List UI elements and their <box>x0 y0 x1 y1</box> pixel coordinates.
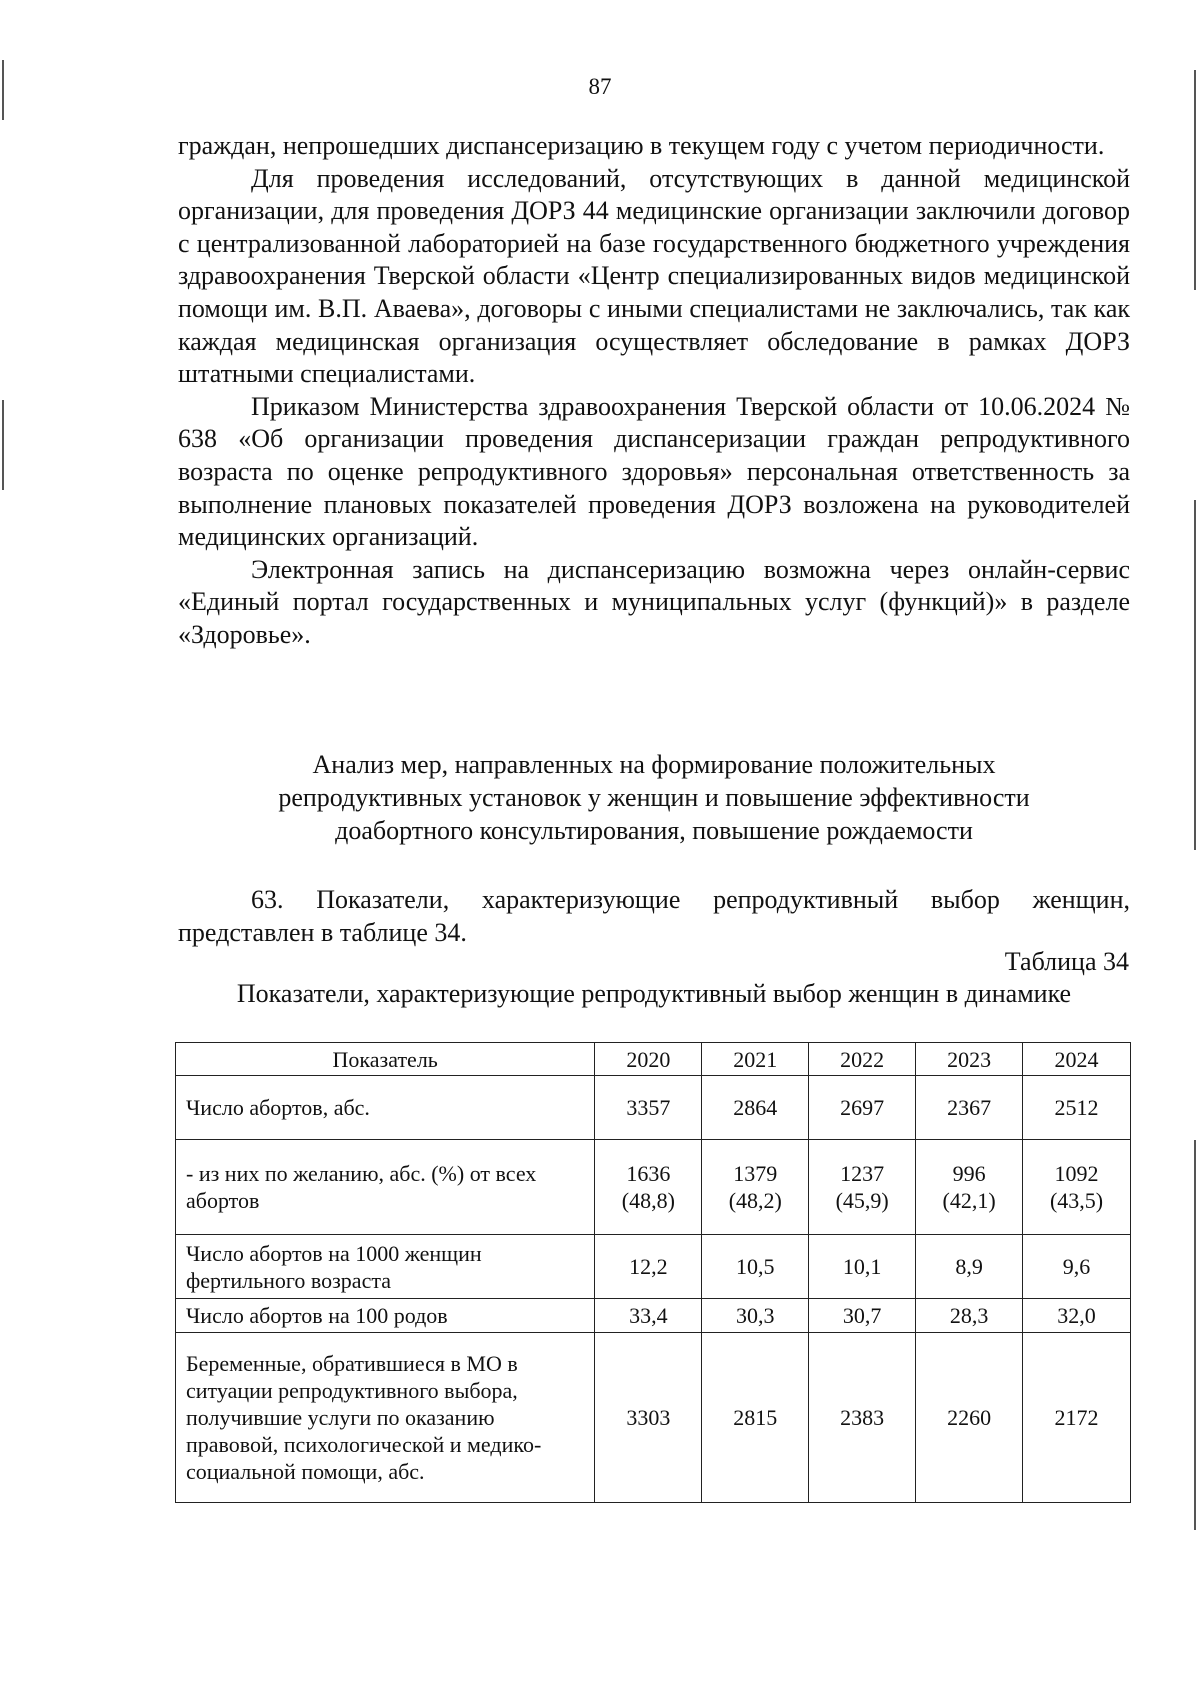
paragraph: Электронная запись на диспансеризацию возможна через онлайн-сервис «Единый портал государственных и муниципальных услуг (функций)» в разделе «Здоровье». <box>178 554 1130 649</box>
section-heading-line: репродуктивных установок у женщин и повышение эффективности <box>278 783 1030 812</box>
row-label: Число абортов на 1000 женщин фертильного возраста <box>176 1235 595 1299</box>
value-cell: 2864 <box>702 1076 809 1140</box>
table-row <box>176 1235 1131 1299</box>
header-cell: 2020 <box>595 1043 702 1076</box>
value: 1636 <box>626 1161 671 1186</box>
percent: (42,1) <box>942 1188 996 1213</box>
value-cell <box>595 1140 702 1235</box>
value-cell: 30,7 <box>809 1299 916 1333</box>
header-cell: 2022 <box>809 1043 916 1076</box>
table-row <box>176 1140 1131 1235</box>
value-cell: 33,4 <box>595 1299 702 1333</box>
value-cell: 28,3 <box>916 1299 1023 1333</box>
value-cell: 12,2 <box>595 1235 702 1299</box>
paragraph-63: 63. Показатели, характеризующие репродуктивный выбор женщин, представлен в таблице 34. <box>178 885 1130 947</box>
paragraph: граждан, непрошедших диспансеризацию в текущем году с учетом периодичности. <box>178 131 1105 160</box>
value-cell: 2697 <box>809 1076 916 1140</box>
value-cell: 3357 <box>595 1076 702 1140</box>
header-cell: 2024 <box>1023 1043 1131 1076</box>
header-cell: 2023 <box>916 1043 1023 1076</box>
scan-edge-mark <box>1194 1140 1196 1530</box>
table-row <box>176 1299 1131 1333</box>
value-cell: 32,0 <box>1023 1299 1131 1333</box>
value-cell: 3303 <box>595 1333 702 1503</box>
value-cell: 2383 <box>809 1333 916 1503</box>
percent: (48,8) <box>621 1188 675 1213</box>
section-heading-line: доабортного консультирования, повышение рождаемости <box>335 816 973 845</box>
scan-edge-mark <box>2 400 4 490</box>
body-text <box>178 130 1130 652</box>
row-label: - из них по желанию, абс. (%) от всех абортов <box>176 1140 595 1235</box>
value-cell: 9,6 <box>1023 1235 1131 1299</box>
header-cell: 2021 <box>702 1043 809 1076</box>
table-header-row <box>176 1043 1131 1076</box>
page-number: 87 <box>588 74 612 99</box>
row-label: Число абортов на 100 родов <box>176 1299 595 1333</box>
value: 1092 <box>1054 1161 1099 1186</box>
value-cell: 2815 <box>702 1333 809 1503</box>
value-cell: 2367 <box>916 1076 1023 1140</box>
header-cell: Показатель <box>176 1043 595 1076</box>
value-cell: 2512 <box>1023 1076 1131 1140</box>
value: 1379 <box>733 1161 778 1186</box>
table-label: Таблица 34 <box>1004 947 1129 976</box>
table-row <box>176 1333 1131 1503</box>
row-label: Число абортов, абс. <box>176 1076 595 1140</box>
indicators-table <box>175 1042 1131 1503</box>
row-label: Беременные, обратившиеся в МО в ситуации репродуктивного выбора, получившие услуги по оказанию правовой, психологической и медико-социальной помощи, абс. <box>176 1333 595 1503</box>
value-cell: 2260 <box>916 1333 1023 1503</box>
value: 1237 <box>840 1161 885 1186</box>
table-title: Показатели, характеризующие репродуктивный выбор женщин в динамике <box>236 979 1072 1008</box>
section-heading <box>178 748 1130 847</box>
scan-edge-mark <box>1194 500 1196 850</box>
value-cell <box>809 1140 916 1235</box>
value-cell <box>916 1140 1023 1235</box>
value-cell: 2172 <box>1023 1333 1131 1503</box>
percent: (48,2) <box>728 1188 782 1213</box>
section-heading-line: Анализ мер, направленных на формирование положительных <box>312 750 996 779</box>
percent: (45,9) <box>835 1188 889 1213</box>
percent: (43,5) <box>1049 1188 1104 1213</box>
table-row <box>176 1076 1131 1140</box>
value-cell: 30,3 <box>702 1299 809 1333</box>
value: 996 <box>952 1161 986 1186</box>
value-cell <box>702 1140 809 1235</box>
scan-edge-mark <box>1194 70 1196 290</box>
paragraph: Для проведения исследований, отсутствующих в данной медицинской организации, для проведения ДОРЗ 44 медицинские организации заключили договор с централизованной лабораторией на базе государственного бюджетного учреждения здравоохранения Тверской области «Центр специализированных видов медицинской помощи им. В.П. Аваева», договоры с иными специалистами не заключались, так как каждая медицинская организация осуществляет обследование в рамках ДОРЗ штатными специалистами. <box>178 163 1130 389</box>
paragraph: Приказом Министерства здравоохранения Тверской области от 10.06.2024 № 638 «Об организации проведения диспансеризации граждан репродуктивного возраста по оценке репродуктивного здоровья» персональная ответственность за выполнение плановых показателей проведения ДОРЗ возложена на руководителей медицинских организаций. <box>178 391 1130 552</box>
value-cell <box>1023 1140 1131 1235</box>
value-cell: 10,5 <box>702 1235 809 1299</box>
value-cell: 8,9 <box>916 1235 1023 1299</box>
value-cell: 10,1 <box>809 1235 916 1299</box>
